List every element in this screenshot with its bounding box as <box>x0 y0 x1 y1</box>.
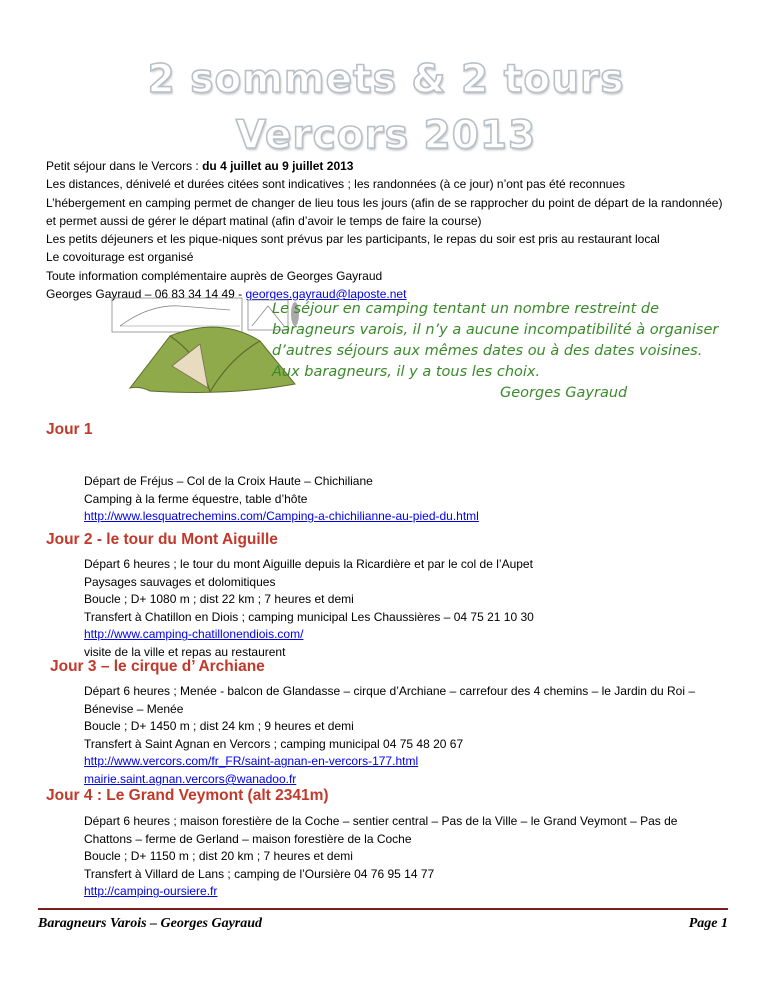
day-3-link[interactable]: http://www.vercors.com/fr_FR/saint-agnan-en-vercors-177.html <box>84 754 419 769</box>
page-footer <box>38 908 728 932</box>
email-link[interactable]: georges.gayraud@laposte.net <box>245 287 407 302</box>
day-line: Départ 6 heures ; le tour du mont Aiguille depuis la Ricardière et par le col de l’Aupet <box>84 557 533 571</box>
day-4-heading: Jour 4 : Le Grand Veymont (alt 2341m) <box>46 787 329 804</box>
day-line: Camping à la ferme équestre, table d’hôte <box>84 491 308 506</box>
day-line: Paysages sauvages et dolomitiques <box>84 574 276 589</box>
quote-line: Aux baragneurs, il y a tous les choix. <box>272 364 541 380</box>
day-1-body <box>84 473 724 526</box>
day-line: Boucle ; D+ 1450 m ; dist 24 km ; 9 heures et demi <box>84 719 354 734</box>
day-2-link[interactable]: http://www.camping-chatillonendiois.com/ <box>84 627 304 642</box>
day-line: Départ 6 heures ; maison forestière de la Coche – sentier central – Pas de la Ville – le Grand Veymont – Pas de Chattons – ferme de Gerland – maison forestière de la Coche <box>84 814 678 846</box>
day-1-link[interactable]: http://www.lesquatrechemins.com/Camping-a-chichilianne-au-pied-du.html <box>84 509 479 524</box>
day-line: Départ 6 heures ; Menée - balcon de Glandasse – cirque d’Archiane – carrefour des 4 chemins – le Jardin du Roi – Bénevise – Menée <box>84 684 696 716</box>
day-line: Transfert à Chatillon en Diois ; camping municipal Les Chaussières – 04 75 21 10 30 <box>84 609 534 624</box>
quote-line: d’autres séjours aux mêmes dates ou à des dates voisines. <box>272 343 703 359</box>
day-4-link[interactable]: http://camping-oursiere.fr <box>84 884 218 899</box>
day-3-body <box>84 683 724 789</box>
intro-dates-prefix: Petit séjour dans le Vercors : <box>46 159 203 173</box>
intro-dates-bold: du 4 juillet au 9 juillet 2013 <box>202 159 354 173</box>
day-line: Boucle ; D+ 1080 m ; dist 22 km ; 7 heures et demi <box>84 592 354 607</box>
day-4-body <box>84 813 724 901</box>
day-line: Transfert à Saint Agnan en Vercors ; camping municipal 04 75 48 20 67 <box>84 736 464 751</box>
intro-line: Toute information complémentaire auprès de Georges Gayraud <box>46 268 383 283</box>
day-line: Départ de Fréjus – Col de la Croix Haute – Chichiliane <box>84 474 373 488</box>
day-1-heading: Jour 1 <box>46 421 93 438</box>
day-2-heading: Jour 2 - le tour du Mont Aiguille <box>46 531 278 548</box>
day-line: Transfert à Villard de Lans ; camping de l’Oursière 04 76 95 14 77 <box>84 866 435 881</box>
intro-line: L’hébergement en camping permet de changer de lieu tous les jours (afin de se rapprocher du point de départ de la randonnée) et permet aussi de gérer le départ matinal (afin d’avoir le temps de faire la course) <box>46 195 723 228</box>
day-3-email-link[interactable]: mairie.saint.agnan.vercors@wanadoo.fr <box>84 771 297 786</box>
day-3-heading: Jour 3 – le cirque d’ Archiane <box>50 658 265 675</box>
quote-block <box>272 299 742 404</box>
quote-line: Le séjour en camping tentant un nombre restreint de <box>272 301 660 317</box>
intro-line: Les petits déjeuners et les pique-niques sont prévus par les participants, le repas du soir est pris au restaurant local <box>46 232 660 247</box>
day-2-body <box>84 556 724 662</box>
intro-block <box>46 157 726 303</box>
footer-page-number: Page 1 <box>688 916 728 931</box>
footer-author: Baragneurs Varois – Georges Gayraud <box>38 916 263 931</box>
contact-text: Georges Gayraud – 06 83 34 14 49 - <box>46 287 246 302</box>
title-line-2: Vercors 2013 <box>235 113 537 158</box>
intro-dates <box>46 157 726 175</box>
intro-line: Le covoiturage est organisé <box>46 250 194 265</box>
day-line: Boucle ; D+ 1150 m ; dist 20 km ; 7 heures et demi <box>84 849 353 864</box>
intro-line: Les distances, dénivelé et durées citées sont indicatives ; les randonnées (à ce jour) n’ont pas été reconnues <box>46 177 626 192</box>
quote-line: baragneurs varois, il n’y a aucune incompatibilité à organiser <box>272 322 719 338</box>
title-line-1: 2 sommets & 2 tours <box>147 57 625 102</box>
day-line: visite de la ville et repas au restaurent <box>84 644 286 659</box>
quote-signature: Georges Gayraud <box>500 385 628 401</box>
